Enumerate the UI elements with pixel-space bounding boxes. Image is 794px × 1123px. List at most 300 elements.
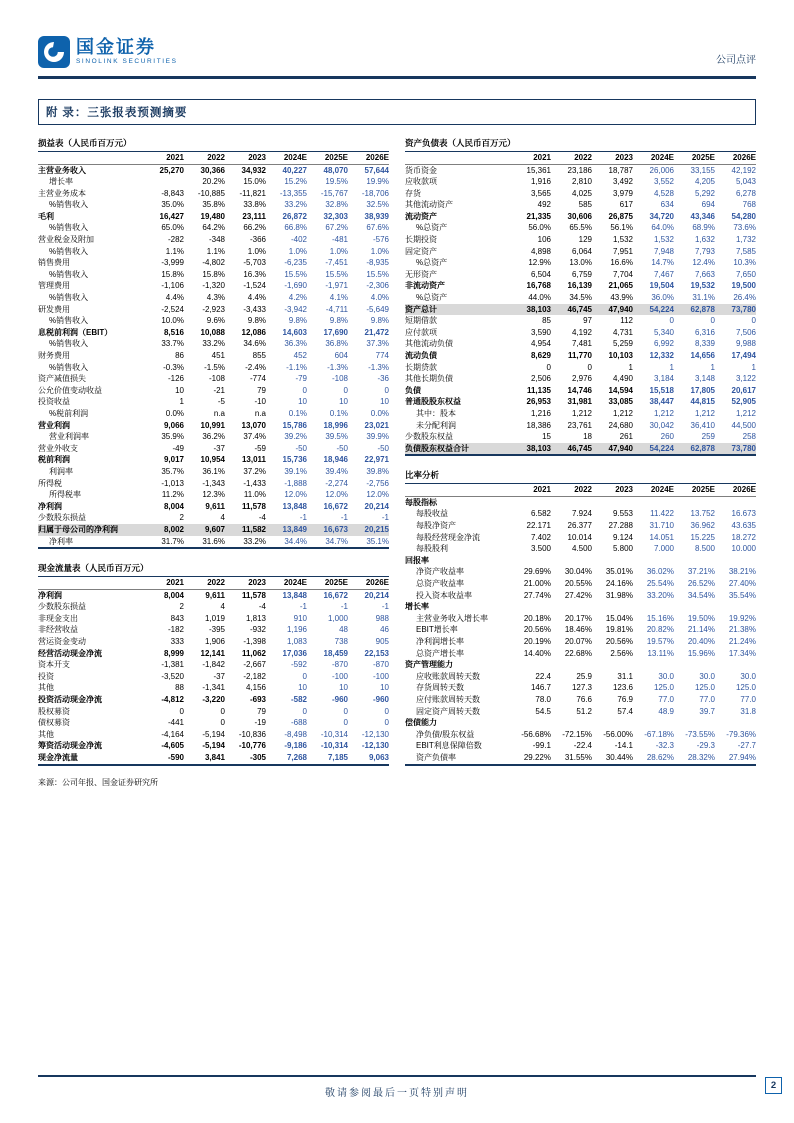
cell-value: 7.924 [571, 509, 592, 519]
cell-value: 13,070 [241, 420, 266, 430]
cell-value: 6,064 [571, 246, 592, 256]
cell-value: 15,736 [282, 455, 307, 465]
cell-value: -10 [254, 397, 266, 407]
cell-value: 259 [701, 432, 715, 442]
table-group-header-row [405, 659, 756, 671]
cell-value: 73,780 [731, 304, 756, 314]
table-row [38, 280, 389, 292]
cell-value: 38,447 [649, 397, 674, 407]
cell-value: 16,673 [323, 524, 348, 534]
cell-value: 25.54% [646, 579, 674, 588]
cell-value: 1 [669, 362, 674, 372]
cell-value: 9,017 [163, 455, 184, 465]
cell-value: 10,991 [200, 420, 225, 430]
year-header-spacer [405, 484, 510, 497]
cell-value: 20.56% [523, 625, 551, 635]
row-label: 非现金支出 [38, 613, 78, 623]
cell-value: 1,632 [694, 235, 715, 245]
table-row [38, 624, 389, 636]
table-row [405, 280, 756, 292]
year-column-header: 2023 [615, 153, 633, 162]
cell-value: -29.3 [696, 741, 715, 751]
row-label: 其他 [38, 729, 54, 739]
row-label: 所得税 [38, 478, 62, 488]
cell-value: 2 [179, 513, 184, 523]
table-row [38, 234, 389, 246]
cell-value: 20.56% [605, 636, 633, 646]
cell-value: 17,494 [731, 351, 756, 360]
cell-value: -395 [208, 625, 225, 635]
table-row [405, 613, 756, 625]
cell-value: 34.7% [325, 536, 348, 546]
cell-value: 8,339 [694, 339, 715, 349]
cell-value: 19,480 [200, 211, 225, 221]
cell-value: 23,186 [567, 165, 592, 175]
cell-value: -4,605 [161, 741, 184, 751]
cell-value: 634 [660, 200, 674, 210]
cell-value: 9,988 [735, 339, 756, 349]
row-label: 主营业务收入 [38, 165, 86, 175]
row-label: %总资产 [416, 223, 448, 233]
cell-value: 77.0 [658, 694, 674, 704]
cell-value: -79 [295, 374, 307, 384]
cell-value: 12,332 [649, 351, 674, 360]
cell-value: -10,885 [197, 188, 225, 198]
cell-value: 13.11% [647, 648, 674, 658]
cell-value: 22,153 [364, 648, 389, 658]
year-column-header: 2021 [166, 153, 184, 162]
cell-value: 35.1% [366, 536, 389, 546]
table-row [405, 578, 756, 590]
cell-value: 23,761 [567, 420, 592, 430]
cell-value: 7,704 [612, 269, 633, 279]
cell-value: 146.7 [530, 683, 551, 693]
cell-value: 3,122 [735, 374, 756, 384]
table-row [38, 512, 389, 524]
cell-value: 0.0% [370, 408, 389, 418]
cell-value: 4.3% [206, 293, 225, 303]
cell-value: -37 [213, 443, 225, 453]
cell-value: 35.54% [728, 590, 756, 600]
cell-value: 34.6% [243, 339, 266, 349]
cell-value: 32.5% [366, 200, 389, 210]
cell-value: 7,650 [735, 269, 756, 279]
cell-value: 604 [334, 351, 348, 360]
cell-value: 9,063 [368, 752, 389, 762]
table-row [405, 706, 756, 718]
cell-value: 7,185 [327, 752, 348, 762]
cell-value: 13,011 [241, 455, 266, 465]
cell-value: 15.225 [690, 532, 715, 542]
cell-value: 9.553 [612, 509, 633, 519]
cell-value: 11,135 [526, 385, 551, 395]
cell-value: 18,946 [323, 455, 348, 465]
cell-value: 0 [384, 385, 389, 395]
table-row [405, 396, 756, 408]
cell-value: 0 [220, 718, 225, 728]
cell-value: 1 [179, 397, 184, 407]
year-column-header: 2024E [283, 153, 307, 162]
cell-value: -1 [340, 513, 348, 523]
cell-value: 905 [375, 636, 389, 646]
table-row [405, 520, 756, 532]
cell-value: 48 [339, 625, 348, 635]
cell-value: -1 [381, 513, 389, 523]
cell-value: 19,532 [690, 281, 715, 291]
table-row [38, 257, 389, 269]
table-row [405, 729, 756, 741]
table-row [38, 590, 389, 602]
table-row [405, 636, 756, 648]
row-label: 每股指标 [405, 497, 437, 507]
year-column-header: 2025E [324, 153, 348, 162]
cell-value: 14.051 [649, 532, 674, 542]
cell-value: 34,720 [649, 211, 674, 221]
cell-value: 25.9 [576, 671, 592, 681]
cell-value: 30,366 [200, 165, 225, 175]
year-column-header: 2021 [533, 485, 551, 495]
cell-value: 54,280 [731, 211, 756, 221]
row-label: 增长率 [405, 602, 429, 612]
cell-value: 15.0% [243, 177, 266, 187]
cell-value: 4.2% [288, 293, 307, 303]
cell-value: 125.0 [653, 683, 674, 693]
cell-value: 1,083 [286, 636, 307, 646]
cell-value: 36.3% [284, 339, 307, 349]
row-label: 债权募资 [38, 718, 70, 728]
cell-value: -1.1% [286, 362, 307, 372]
cell-value: 79 [257, 385, 266, 395]
cell-value: -1.3% [368, 362, 389, 372]
cell-value: 57.4 [617, 706, 633, 716]
cell-value: 1,906 [204, 636, 225, 646]
row-label: 现金净流量 [38, 752, 78, 762]
cell-value: -10,314 [320, 729, 348, 739]
cell-value: 4.1% [329, 293, 348, 303]
table-row [405, 246, 756, 258]
brand-name-en: SINOLINK SECURITIES [76, 58, 178, 66]
row-label: 净利率 [49, 536, 73, 546]
year-column-header: 2021 [166, 578, 184, 588]
cell-value: 20,214 [364, 590, 389, 600]
row-label: 每股收益 [416, 509, 448, 519]
cell-value: 2,976 [571, 374, 592, 384]
cell-value: 29.69% [523, 567, 551, 577]
cell-value: 39.8% [366, 466, 389, 476]
cell-value: 34.4% [284, 536, 307, 546]
cell-value: 1 [628, 362, 633, 372]
table-row [405, 408, 756, 420]
table-year-header [38, 577, 389, 590]
cell-value: -932 [249, 625, 266, 635]
row-label: %销售收入 [49, 362, 89, 372]
cell-value: 15 [542, 432, 551, 442]
cell-value: 1,212 [612, 408, 633, 418]
cell-value: 492 [537, 200, 551, 210]
cell-value: 4,731 [612, 327, 633, 337]
cell-value: 27.94% [728, 752, 756, 762]
table-row [38, 211, 389, 223]
cell-value: 1,212 [694, 408, 715, 418]
cell-value: 14,594 [608, 385, 633, 395]
cell-value: 0 [751, 316, 756, 326]
cell-value: 15.5% [284, 269, 307, 279]
cell-value: 0 [710, 316, 715, 326]
cell-value: 1.1% [165, 246, 184, 256]
cell-value: 7.000 [653, 544, 674, 554]
table-row [405, 350, 756, 362]
cell-value: 68.9% [692, 223, 715, 233]
cell-value: -4,802 [202, 258, 225, 268]
cell-value: 39.7 [699, 706, 715, 716]
cell-value: 0 [179, 706, 184, 716]
row-label: 投入资本收益率 [416, 590, 472, 600]
cell-value: 13,849 [282, 524, 307, 534]
cell-value: 11,578 [241, 590, 266, 600]
cell-value: 4 [220, 602, 225, 612]
table-row [405, 327, 756, 339]
cell-value: 24.16% [605, 579, 633, 588]
cell-value: 26,872 [282, 211, 307, 221]
cell-value: -37 [213, 671, 225, 681]
table-title: 损益表（人民币百万元） [38, 135, 389, 152]
cell-value: -21 [213, 385, 225, 395]
cell-value: 9,607 [204, 524, 225, 534]
cell-value: -6,235 [284, 258, 307, 268]
cell-value: 17,036 [282, 648, 307, 658]
row-label: 负债 [405, 385, 421, 395]
cell-value: 12.4% [692, 258, 715, 268]
cell-value: 2,810 [571, 177, 592, 187]
row-label: 总资产增长率 [416, 648, 464, 658]
cell-value: 7.402 [530, 532, 551, 542]
cell-value: 20,617 [731, 385, 756, 395]
cell-value: -100 [372, 671, 389, 681]
cell-value: 2 [179, 602, 184, 612]
cell-value: 8,004 [163, 590, 184, 600]
table-row [405, 338, 756, 350]
cell-value: 54.5 [535, 706, 551, 716]
table-row [405, 590, 756, 602]
cell-value: 1,212 [653, 408, 674, 418]
cell-value: 3,492 [612, 177, 633, 187]
cell-value: 1,732 [735, 235, 756, 245]
cell-value: 11,582 [241, 524, 266, 534]
cell-value: 451 [211, 351, 225, 360]
table-row [38, 717, 389, 729]
cell-value: 12.0% [284, 490, 307, 500]
table-row [38, 694, 389, 706]
year-column-header: 2023 [248, 578, 266, 588]
cell-value: 27.40% [728, 579, 756, 588]
cell-value: 39.5% [325, 432, 348, 442]
cell-value: 12.0% [366, 490, 389, 500]
cell-value: -4 [258, 602, 266, 612]
cell-value: 33.8% [243, 200, 266, 210]
row-label: %销售收入 [49, 223, 89, 233]
cell-value: -1 [299, 513, 307, 523]
cell-value: 43,346 [690, 211, 715, 221]
table-row [405, 532, 756, 544]
cell-value: -582 [290, 694, 307, 704]
income-statement-table [38, 135, 389, 549]
row-label: 营业利润 [38, 420, 70, 430]
cell-value: 22,971 [364, 455, 389, 465]
cell-value: -10,314 [320, 741, 348, 751]
sinolink-logo-icon [38, 36, 70, 68]
cell-value: 7,951 [612, 246, 633, 256]
balance-sheet-table [405, 135, 756, 456]
cell-value: 1.0% [288, 246, 307, 256]
cell-value: -8,935 [366, 258, 389, 268]
table-row [38, 373, 389, 385]
table-row [38, 176, 389, 188]
cell-value: 6,759 [571, 269, 592, 279]
cell-value: -12,130 [361, 729, 389, 739]
cell-value: -3,433 [243, 304, 266, 314]
cell-value: 13,848 [282, 501, 307, 511]
cell-value: 67.2% [325, 223, 348, 233]
cell-value: -5,649 [366, 304, 389, 314]
cell-value: -50 [377, 443, 389, 453]
cell-value: 7,268 [286, 752, 307, 762]
cell-value: -366 [249, 235, 266, 245]
cell-value: 30.04% [564, 567, 592, 577]
cell-value: 19.50% [687, 613, 715, 623]
table-row [38, 706, 389, 718]
table-row [38, 350, 389, 362]
cell-value: 26.52% [687, 579, 715, 588]
cell-value: 19.5% [325, 177, 348, 187]
cell-value: -19 [254, 718, 266, 728]
cell-value: 10 [339, 397, 348, 407]
row-label: 应收账款周转天数 [416, 671, 480, 681]
cell-value: 62,878 [690, 443, 715, 453]
page-footer [38, 1075, 777, 1099]
cell-value: 18 [583, 432, 592, 442]
cell-value: 2,506 [530, 374, 551, 384]
cell-value: -1,320 [202, 281, 225, 291]
cell-value: 0 [546, 362, 551, 372]
cell-value: 1,916 [530, 177, 551, 187]
table-row [405, 508, 756, 520]
cell-value: 1,212 [735, 408, 756, 418]
cell-value: 15.8% [161, 269, 184, 279]
cell-value: 258 [742, 432, 756, 442]
cell-value: 33.20% [646, 590, 674, 600]
cell-value: -1 [299, 602, 307, 612]
row-label: 营运资金变动 [38, 636, 86, 646]
row-label: 净资产收益率 [416, 567, 464, 577]
row-label: 长期贷款 [405, 362, 437, 372]
cell-value: 910 [293, 613, 307, 623]
row-label: 少数股东权益 [405, 432, 453, 442]
cell-value: 12.3% [202, 490, 225, 500]
cell-value: 54,224 [649, 304, 674, 314]
table-row [38, 246, 389, 258]
cell-value: 21.14% [687, 625, 715, 635]
cell-value: 15.8% [202, 269, 225, 279]
cell-value: -590 [167, 752, 184, 762]
cell-value: -1 [340, 602, 348, 612]
cell-value: 0 [587, 362, 592, 372]
cell-value: -15,767 [320, 188, 348, 198]
cell-value: 33.2% [202, 339, 225, 349]
table-row [38, 601, 389, 613]
table-row [405, 188, 756, 200]
table-row [38, 222, 389, 234]
cell-value: 36.0% [651, 293, 674, 303]
cell-value: 10 [175, 385, 184, 395]
cell-value: 76.6 [576, 694, 592, 704]
cell-value: 19.9% [366, 177, 389, 187]
table-row [405, 385, 756, 397]
cell-value: 0.0% [165, 408, 184, 418]
table-row [38, 362, 389, 374]
table-row [38, 489, 389, 501]
cell-value: 3.500 [530, 544, 551, 554]
cell-value: 12,141 [200, 648, 225, 658]
cell-value: -18,706 [361, 188, 389, 198]
cell-value [143, 176, 184, 188]
cell-value: 66.8% [284, 223, 307, 233]
cell-value: 21.38% [728, 625, 756, 635]
table-row [38, 636, 389, 648]
cell-value: -1,524 [243, 281, 266, 291]
table-title: 现金流量表（人民币百万元） [38, 560, 389, 577]
row-label: 回报率 [405, 555, 429, 565]
row-label: 短期借款 [405, 316, 437, 326]
cell-value: -8,498 [284, 729, 307, 739]
cell-value: 129 [578, 235, 592, 245]
cell-value: 9.6% [206, 316, 225, 326]
cell-value: 19,500 [731, 281, 756, 291]
table-row [38, 729, 389, 741]
cell-value: 4,156 [245, 683, 266, 693]
cell-value: 0 [343, 385, 348, 395]
cell-value: 79 [257, 706, 266, 716]
cell-value: 10 [339, 683, 348, 693]
cell-value: 8.500 [694, 544, 715, 554]
cell-value: 4,205 [694, 177, 715, 187]
cell-value: -2,667 [243, 660, 266, 670]
cell-value: 5,043 [735, 177, 756, 187]
row-label: 研发费用 [38, 304, 70, 314]
cell-value: 3,148 [694, 374, 715, 384]
cell-value: 1,813 [245, 613, 266, 623]
cell-value: 0 [302, 385, 307, 395]
cell-value: 17,805 [690, 385, 715, 395]
cell-value: 14.40% [523, 648, 551, 658]
row-label: 资产减值损失 [38, 374, 86, 384]
cell-value: 34,932 [241, 165, 266, 175]
row-label: 净利润 [38, 501, 62, 511]
cell-value: 4,954 [530, 339, 551, 349]
cell-value: -36 [377, 374, 389, 384]
cell-value: 38,103 [526, 304, 551, 314]
cell-value: -348 [208, 235, 225, 245]
cell-value: -2,756 [366, 478, 389, 488]
cell-value: 20.82% [646, 625, 674, 635]
cell-value: -305 [249, 752, 266, 762]
doc-type-label: 公司点评 [716, 55, 756, 66]
cell-value: 17.34% [728, 648, 756, 658]
table-group-header-row [405, 717, 756, 729]
table-row [405, 671, 756, 683]
cell-value: -5,703 [243, 258, 266, 268]
cell-value: 13.752 [690, 509, 715, 519]
year-column-header: 2025E [324, 578, 348, 588]
